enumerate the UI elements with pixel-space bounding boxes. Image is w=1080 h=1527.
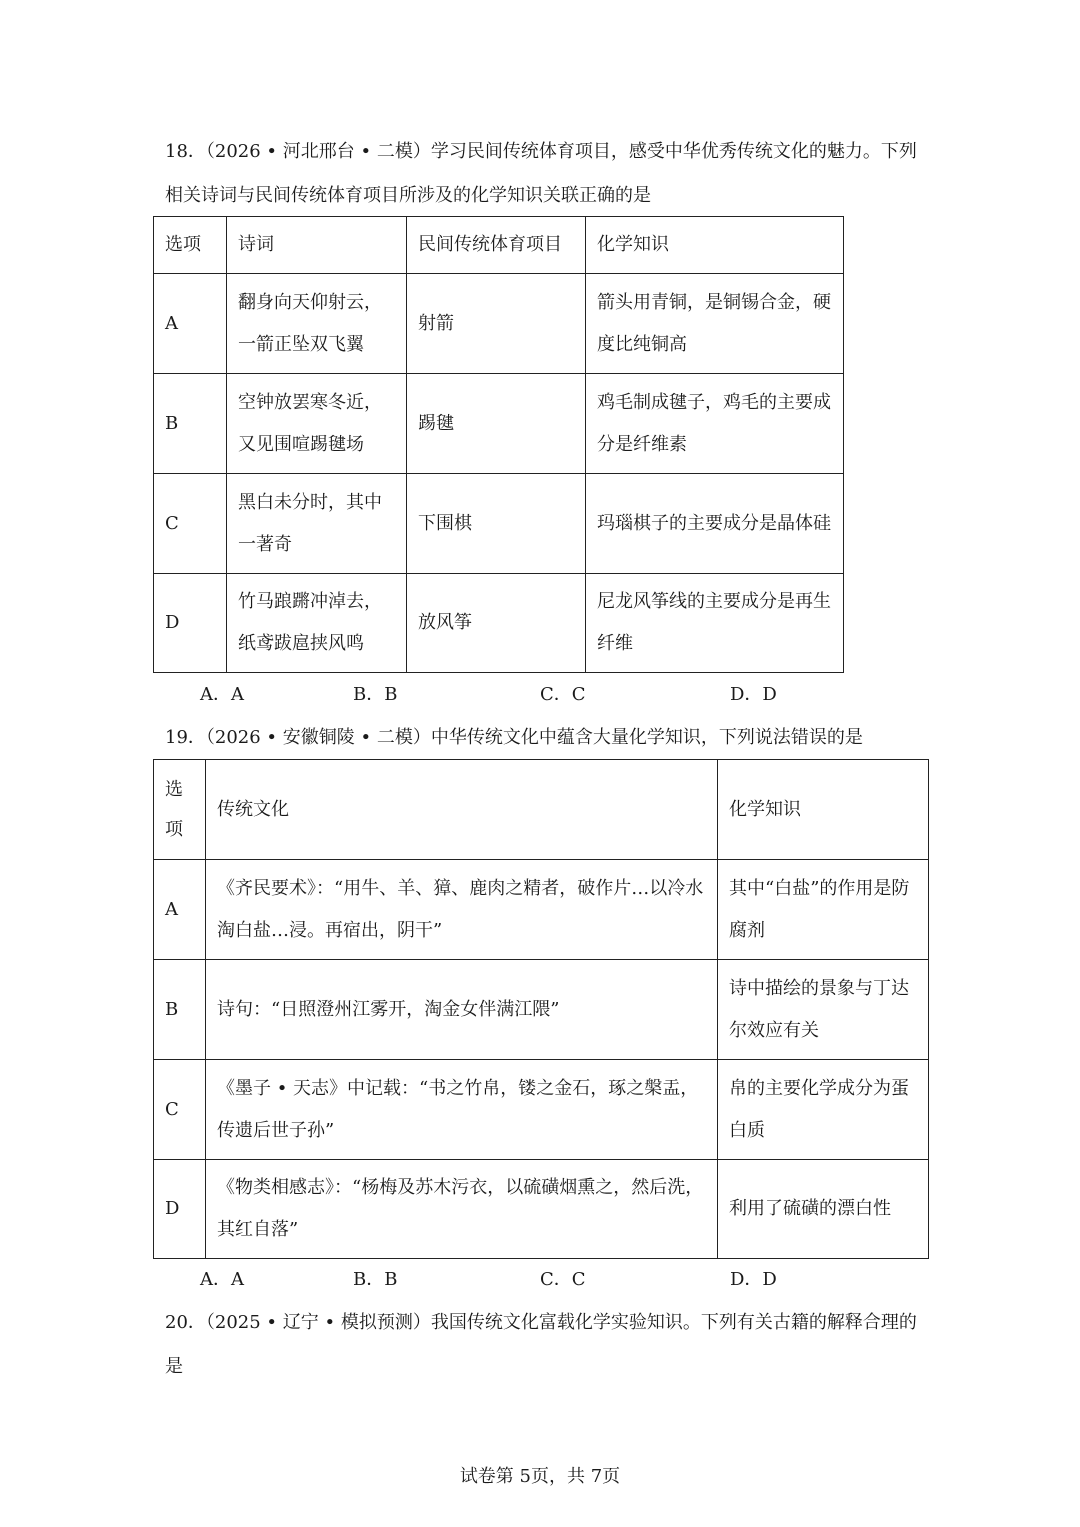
row-option: A [154,274,227,374]
table-row [154,474,844,574]
row-culture: 诗句：“日照澄州江雾开，淘金女伴满江隈” [206,960,718,1060]
choice-d[interactable]: D．D [730,1269,777,1290]
row-knowledge: 玛瑙棋子的主要成分是晶体硅 [586,474,844,574]
row-poem: 空钟放罢寒冬近，又见围喧踢毽场 [227,374,407,474]
row-culture: 《物类相感志》：“杨梅及苏木污衣，以硫磺烟熏之，然后洗，其红自落” [206,1160,718,1259]
table-row [154,860,929,960]
row-knowledge: 箭头用青铜，是铜锡合金，硬度比纯铜高 [586,274,844,374]
row-knowledge: 帛的主要化学成分为蛋白质 [718,1060,929,1160]
row-knowledge: 其中“白盐”的作用是防腐剂 [718,860,929,960]
table-header-row [154,760,929,860]
question-18-choices [200,680,920,710]
choice-b[interactable]: B．B [353,1269,398,1290]
row-option: B [154,960,206,1060]
table-header-row [154,217,844,274]
choice-c[interactable]: C．C [540,684,586,705]
question-18-table [153,216,844,673]
header-knowledge: 化学知识 [718,760,929,860]
question-20-stem: 20．（2025 • 辽宁 • 模拟预测）我国传统文化富载化学实验知识。下列有关古籍的解释合理的是 [165,1312,917,1377]
header-sport: 民间传统体育项目 [407,217,586,274]
row-sport: 踢毽 [407,374,586,474]
header-option: 选项 [154,217,227,274]
page-footer: 试卷第 5页，共 7页 [459,1466,621,1487]
question-19-choices [200,1265,920,1295]
table-row [154,960,929,1060]
header-knowledge: 化学知识 [586,217,844,274]
row-option: D [154,1160,206,1259]
choice-d[interactable]: D．D [730,684,777,705]
table-row [154,574,844,673]
header-option: 选项 [154,760,206,860]
table-row [154,274,844,374]
row-poem: 黑白未分时，其中一著奇 [227,474,407,574]
row-knowledge: 鸡毛制成毽子，鸡毛的主要成分是纤维素 [586,374,844,474]
row-sport: 射箭 [407,274,586,374]
table-row [154,1060,929,1160]
question-19-stem: 19．（2026 • 安徽铜陵 • 二模）中华传统文化中蕴含大量化学知识，下列说法错误的是 [165,727,863,748]
row-option: C [154,1060,206,1160]
row-sport: 放风筝 [407,574,586,673]
row-option: B [154,374,227,474]
choice-a[interactable]: A．A [200,1269,244,1290]
row-poem: 翻身向天仰射云，一箭正坠双飞翼 [227,274,407,374]
row-sport: 下围棋 [407,474,586,574]
row-knowledge: 利用了硫磺的漂白性 [718,1160,929,1259]
choice-c[interactable]: C．C [540,1269,586,1290]
row-culture: 《墨子 • 天志》中记载：“书之竹帛，镂之金石，琢之槃盂，传遗后世子孙” [206,1060,718,1160]
header-culture: 传统文化 [206,760,718,860]
choice-a[interactable]: A．A [200,684,244,705]
choice-b[interactable]: B．B [353,684,398,705]
row-option: A [154,860,206,960]
question-19-table [153,759,929,1259]
row-culture: 《齐民要术》：“用牛、羊、獐、鹿肉之精者，破作片…以冷水淘白盐…浸。再宿出，阴干” [206,860,718,960]
row-knowledge: 诗中描绘的景象与丁达尔效应有关 [718,960,929,1060]
header-poem: 诗词 [227,217,407,274]
question-18-stem: 18．（2026 • 河北邢台 • 二模）学习民间传统体育项目，感受中华优秀传统文化的魅力。下列相关诗词与民间传统体育项目所涉及的化学知识关联正确的是 [165,141,917,206]
row-option: D [154,574,227,673]
row-knowledge: 尼龙风筝线的主要成分是再生纤维 [586,574,844,673]
table-row [154,374,844,474]
row-poem: 竹马踉蹡冲淖去，纸鸢跋扈挟风鸣 [227,574,407,673]
row-option: C [154,474,227,574]
table-row [154,1160,929,1259]
